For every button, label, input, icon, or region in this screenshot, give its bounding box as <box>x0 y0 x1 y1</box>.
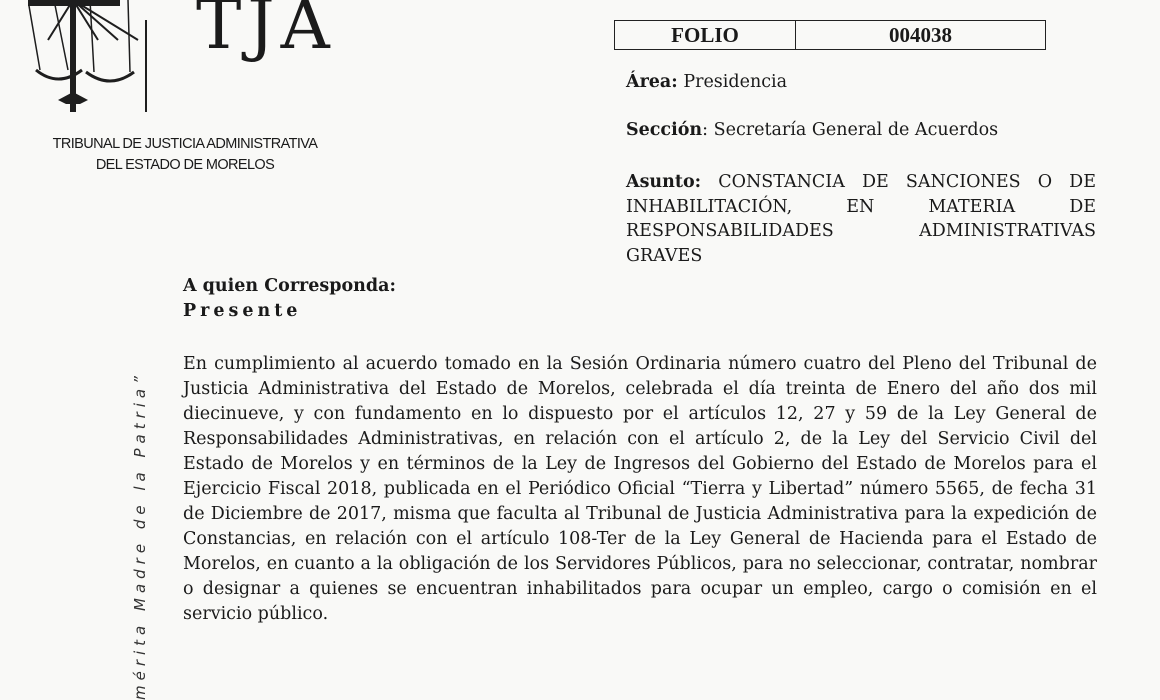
salutation <box>183 274 396 323</box>
scales-of-justice-icon <box>28 0 178 130</box>
body-paragraph: En cumplimiento al acuerdo tomado en la Sesión Ordinaria número cuatro del Pleno del Tribunal de Justicia Administrativa del Estado de Morelos, celebrada el día treinta de Enero del año dos mil diecinueve, y con fundamento en lo dispuesto por el artículos 12, 27 y 59 de la Ley General de Responsabilidades Administrativas, en relación con el artículo 2, de la Ley del Servicio Civil del Estado de Morelos y en términos de la Ley de Ingresos del Gobierno del Estado de Morelos para el Ejercicio Fiscal 2018, publicada en el Periódico Oficial “Tierra y Libertad” número 5565, de fecha 31 de Diciembre de 2017, misma que faculta al Tribunal de Justicia Administrativa para la expedición de Constancias, en relación con el artículo 108-Ter de la Ley General de Hacienda para el Estado de Morelos, en cuanto a la obligación de los Servidores Públicos, para no seleccionar, contratar, nombrar o designar a quienes se encuentran inhabilitados para ocupar un empleo, cargo o comisión en el servicio público. <box>183 354 1097 624</box>
seccion-line <box>626 118 998 142</box>
folio-number: 004038 <box>889 22 952 47</box>
folio-label: FOLIO <box>615 21 796 49</box>
folio-box <box>614 20 1046 50</box>
area-line <box>626 70 787 94</box>
institution-name-line1: TRIBUNAL DE JUSTICIA ADMINISTRATIVA <box>52 136 318 152</box>
asunto-block <box>626 170 1096 268</box>
institution-name-line2: DEL ESTADO DE MORELOS <box>95 157 275 173</box>
side-margin-text: mérita Madre de la Patria” <box>131 371 149 700</box>
logo-wordmark: TJA <box>196 0 336 65</box>
salutation-line1: A quien Corresponda: <box>183 276 396 296</box>
asunto-value: CONSTANCIA DE SANCIONES O DE INHABILITACIÓN, EN MATERIA DE RESPONSABILIDADES ADMINISTRATIVAS GRAVES <box>626 172 1096 266</box>
salutation-line2: Presente <box>183 300 302 321</box>
seccion-value: : Secretaría General de Acuerdos <box>702 120 999 140</box>
area-value: Presidencia <box>683 72 788 92</box>
asunto-label: Asunto: <box>626 172 702 192</box>
institution-name <box>30 134 340 176</box>
area-label: Área: <box>626 72 678 92</box>
seccion-label: Sección <box>626 120 703 140</box>
